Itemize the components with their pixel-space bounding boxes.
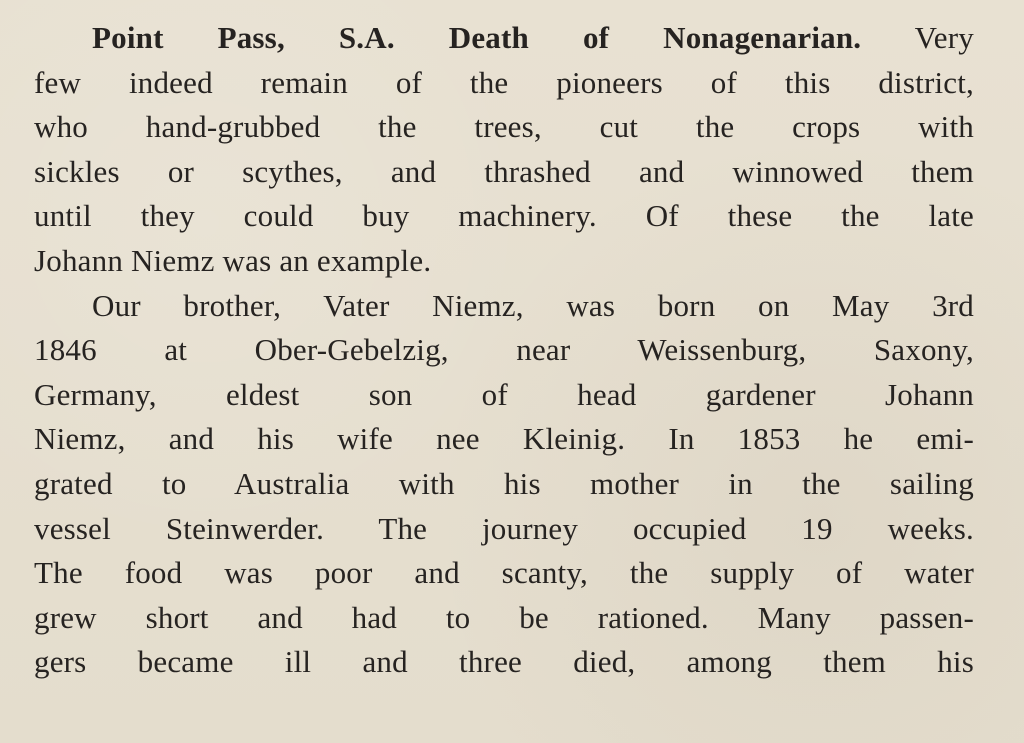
article-text (34, 16, 974, 685)
text-line: 1846 at Ober-Gebelzig, near Weissenburg, Saxony, (34, 332, 974, 368)
text-line: until they could buy machinery. Of these the late (34, 198, 974, 234)
paragraph-2-first-line: Our brother, Vater Niemz, was born on May 3rd (92, 287, 974, 323)
text-line: sickles or scythes, and thrashed and winnowed them (34, 153, 974, 189)
text-line: Niemz, and his wife nee Kleinig. In 1853 he emi- (34, 421, 974, 457)
text-line: The food was poor and scanty, the supply of water (34, 555, 974, 591)
heading-title: Death of Nonagenarian. (448, 20, 862, 55)
text-line: vessel Steinwerder. The journey occupied 19 weeks. (34, 510, 974, 546)
text-line: grew short and had to be rationed. Many passen- (34, 599, 974, 635)
text-line: gers became ill and three died, among them his (34, 644, 974, 680)
text-line: few indeed remain of the pioneers of this district, (34, 64, 974, 100)
heading-place: Point Pass, S.A. (92, 20, 395, 55)
text-line: grated to Australia with his mother in the sailing (34, 465, 974, 501)
text-line: Germany, eldest son of head gardener Johann (34, 376, 974, 412)
text-line: Very (914, 20, 974, 55)
article-first-line (34, 16, 974, 61)
text-line: who hand-grubbed the trees, cut the crops with (34, 109, 974, 145)
text-line: Johann Niemz was an example. (34, 242, 432, 278)
